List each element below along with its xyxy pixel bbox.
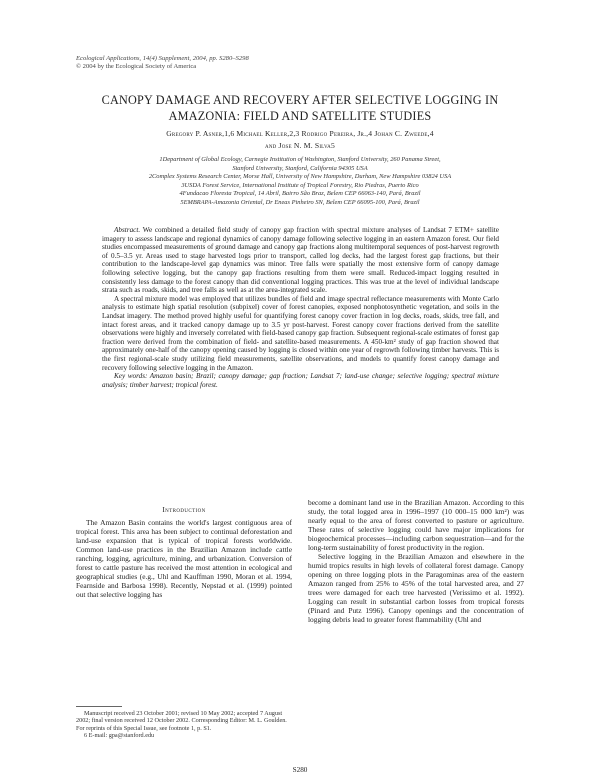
- intro-paragraph-1: The Amazon Basin contains the world's largest contiguous area of tropical forest. This area has been subject to continual deforestation and land-use expansion that is typical of tropical forests worldwide. Common land-use practices in the Brazilian Amazon include cattle ranching, logging, agriculture, mining, and urbanization. Conversion of forest to cattle pasture has received the most attention in ecological and geographical studies (e.g., Uhl and Kauffman 1990, Moran et al. 1994, Fearnside and Barbosa 1998). Recently, Nepstad et al. (1999) pointed out that selective logging has: [76, 518, 292, 599]
- paper-title: [76, 92, 524, 124]
- journal-header: [76, 55, 249, 71]
- intro-paragraph-1-continued: become a dominant land use in the Brazilian Amazon. According to this study, the total logged area in 1996–1997 (10 000–15 000 km²) was nearly equal to the area of forest converted to pasture or agriculture. These rates of selective logging could have major implications for biogeochemical processes—including carbon sequestration—and for the long-term sustainability of forest productivity in the region.: [308, 498, 524, 552]
- affiliation-1b: Stanford University, Stanford, California 94305 USA: [232, 164, 368, 172]
- authors-line-2: and Jose N. M. Silva5: [265, 141, 335, 150]
- left-column: [76, 505, 292, 599]
- footnote-divider: [76, 706, 122, 707]
- page-number: S280: [292, 766, 308, 774]
- abstract-label: Abstract.: [114, 226, 141, 234]
- abstract-paragraph-1: [102, 226, 499, 295]
- author-list: [76, 128, 524, 152]
- abstract: [102, 226, 499, 389]
- copyright-notice: © 2004 by the Ecological Society of America: [76, 63, 197, 70]
- footnote-manuscript: Manuscript received 23 October 2001; revised 10 May 2002; accepted 7 August 2002; final version received 12 October 2002. Corresponding Editor: M. L. Goulden. For reprints of this Special Issue, see footnote 1, p. S1.: [76, 710, 287, 732]
- keywords-label: Key words:: [114, 372, 148, 381]
- abstract-text-1: We combined a detailed field study of canopy gap fraction with spectral mixture analyses of Landsat 7 ETM+ satellite imagery to assess landscape and regional dynamics of canopy damage following selective logging in an eastern Amazon forest. Our field studies encompassed measurements of ground damage and canopy gap fractions along multitemporal sequences of post-harvest regrowth of 0.5–3.5 yr. Areas used to stage harvested logs prior to transport, called log decks, had the largest forest gap fractions, but their contribution to the landscape-level gap dynamics was minor. Tree falls were spatially the most extensive form of canopy damage following selective logging, but the canopy gap fractions resulting from them were small. Reduced-impact logging resulted in consistently less damage to the forest canopy than did conventional logging practices. This was true at the level of individual landscape strata such as roads, skids, and tree falls as well as at the area-integrated scale.: [102, 226, 499, 295]
- affiliation-2: 2Complex Systems Research Center, Morse Hall, University of New Hampshire, Durham, New Hampshire 03824 USA: [148, 173, 452, 181]
- journal-citation: Ecological Applications, 14(4) Supplement, 2004, pp. S280–S298: [76, 55, 249, 62]
- section-heading-introduction: Introduction: [162, 505, 206, 514]
- authors-line-1: Gregory P. Asner,1,6 Michael Keller,2,3 Rodrigo Pereira, Jr.,4 Johan C. Zweede,4: [166, 129, 434, 138]
- abstract-paragraph-2: A spectral mixture model was employed that utilizes bundles of field and image spectral reflectance measurements with Monte Carlo analysis to estimate high spatial resolution (subpixel) cover of forest canopies, exposed nonphotosynthetic vegetation, and soils in the Landsat imagery. The method proved highly useful for quantifying forest canopy cover fraction in log decks, roads, skids, tree fall, and intact forest areas, and it tracked canopy damage up to 3.5 yr post-harvest. Forest canopy cover fractions derived from the satellite observations were highly and inversely correlated with field-based canopy gap fraction. Subsequent regional-scale estimates of forest gap fraction were derived from the combination of field- and satellite-based measurements. A 450-km² study of gap fraction showed that approximately one-half of the canopy opening caused by logging is closed within one year of regrowth following timber harvests. This is the first regional-scale study utilizing field measurements, satellite observations, and models to quantify forest canopy damage and recovery following selective logging in the Amazon.: [102, 294, 499, 372]
- footnotes: [76, 710, 292, 740]
- title-line-2: AMAZONIA: FIELD AND SATELLITE STUDIES: [168, 109, 432, 123]
- right-column: [308, 498, 524, 624]
- affiliations: [76, 156, 524, 208]
- affiliation-3: 3USDA Forest Service, International Institute of Tropical Forestry, Rio Piedras, Puerto Rico: [181, 181, 419, 189]
- affiliation-5: 5EMBRAPA-Amazonia Oriental, Dr Eneas Pinheiro SN, Belem CEP 66095-100, Pará, Brazil: [180, 198, 420, 206]
- title-line-1: CANOPY DAMAGE AND RECOVERY AFTER SELECTIVE LOGGING IN: [101, 93, 499, 107]
- affiliation-1a: 1Department of Global Ecology, Carnegie Institution of Washington, Stanford University, 260 Panama Street,: [159, 156, 441, 163]
- keywords: [102, 372, 499, 389]
- intro-paragraph-2: Selective logging in the Brazilian Amazon and elsewhere in the humid tropics results in high levels of collateral forest damage. Canopy opening on three logging plots in the Paragominas area of the eastern Amazon ranged from 25% to 45% of the total harvested area, and 27 trees were damaged for each tree harvested (Verissimo et al. 1992). Logging can result in substantial carbon losses from tropical forests (Pinard and Putz 1996). Canopy openings and the concentration of logging debris lead to greater forest flammability (Uhl and: [308, 552, 524, 624]
- footnote-email: 6 E-mail: gpa@stanford.edu: [84, 732, 155, 740]
- keywords-text: Amazon basin; Brazil; canopy damage; gap fraction; Landsat 7; land-use change; selective logging; spectral mixture analysis; timber harvest; tropical forest.: [102, 372, 499, 389]
- affiliation-4: 4Fundacao Floresta Tropical, 14 Abril, Bairro São Braz, Belem CEP 66063-140, Pará, Brazil: [179, 190, 421, 198]
